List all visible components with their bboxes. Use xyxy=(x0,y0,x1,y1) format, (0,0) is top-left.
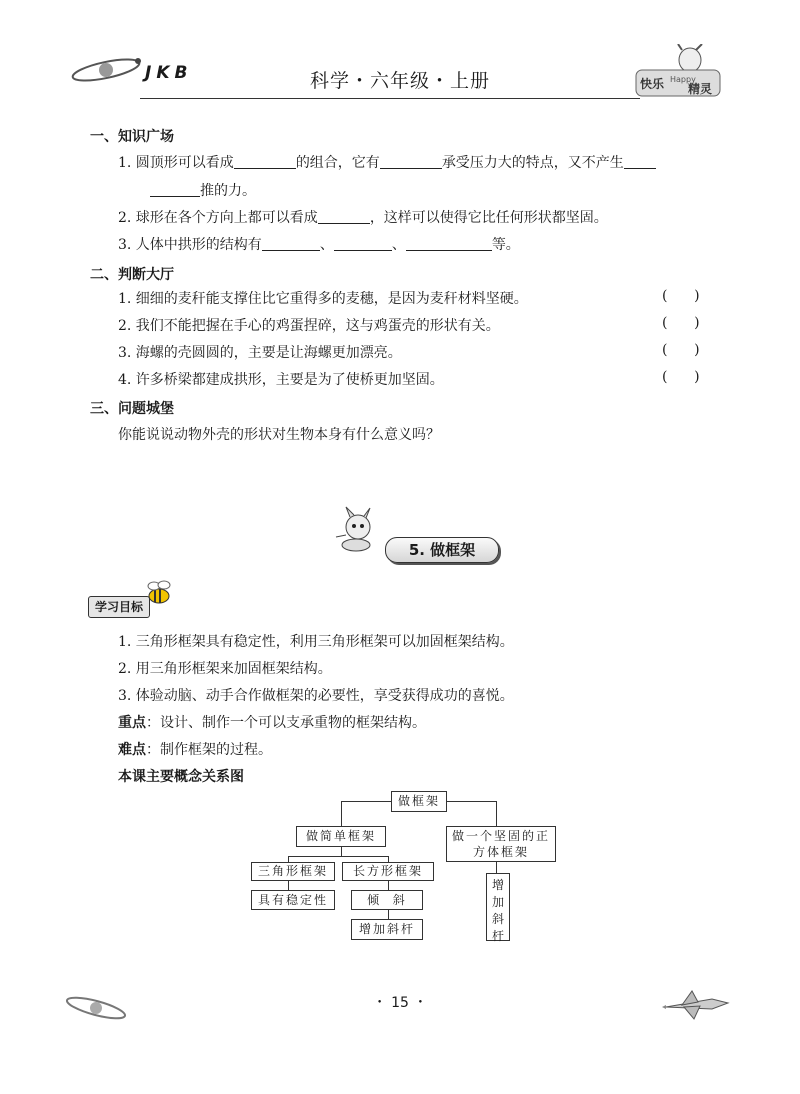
q2-text-b: ，这样可以使得它比任何形状都坚固。 xyxy=(369,210,608,226)
key-point xyxy=(118,712,426,732)
node-stable: 具有稳定性 xyxy=(251,890,335,910)
connector xyxy=(341,801,342,826)
q1-text-c: 承受压力大的特点，又不产生 xyxy=(441,155,624,171)
difficult-point-label: 难点 xyxy=(118,742,146,758)
header-divider xyxy=(140,98,640,99)
node-triangle-frame: 三角形框架 xyxy=(251,862,335,881)
section-question-heading: 三、问题城堡 xyxy=(90,401,174,417)
answer-blank[interactable] xyxy=(624,154,656,169)
connector xyxy=(288,880,289,890)
page-number: ・ 15 ・ xyxy=(372,995,428,1011)
concept-map-title: 本课主要概念关系图 xyxy=(118,769,244,785)
planet-ring-footer-icon xyxy=(62,990,132,1026)
section-judge-heading: 二、判断大厅 xyxy=(90,267,174,283)
key-point-text: ：设计、制作一个可以支承重物的框架结构。 xyxy=(146,715,426,731)
brand-text: JKB xyxy=(145,63,193,83)
connector xyxy=(288,856,388,857)
node-add-rod-vertical: 增加斜杆 xyxy=(486,873,510,941)
goal-item-1: 1. 三角形框架具有稳定性，利用三角形框架可以加固框架结构。 xyxy=(118,634,514,650)
learning-goals-tag: 学习目标 xyxy=(88,596,150,618)
judge-answer-1[interactable]: ( ) xyxy=(662,288,700,304)
connector xyxy=(496,860,497,874)
node-make-frame: 做框架 xyxy=(391,791,447,812)
node-cube-frame: 做一个坚固的正方体框架 xyxy=(446,826,556,862)
answer-blank[interactable] xyxy=(406,236,492,251)
answer-blank[interactable] xyxy=(334,236,392,251)
node-simple-frame: 做简单框架 xyxy=(296,826,386,847)
svg-text:精灵: 精灵 xyxy=(688,82,713,96)
answer-blank[interactable] xyxy=(234,154,296,169)
connector xyxy=(496,801,497,826)
q3-text-end: 等。 xyxy=(491,237,520,253)
difficult-point-text: ：制作框架的过程。 xyxy=(146,742,272,758)
q3-sep: 、 xyxy=(391,237,406,253)
answer-blank[interactable] xyxy=(150,182,200,197)
connector xyxy=(341,846,342,856)
judge-answer-3[interactable]: ( ) xyxy=(662,342,700,358)
node-tilt: 倾 斜 xyxy=(351,890,423,910)
page-header-title: 科学・六年级・上册 xyxy=(309,70,490,92)
question-2 xyxy=(118,207,608,227)
space-shuttle-icon xyxy=(662,985,734,1025)
judge-item-1: 1. 细细的麦秆能支撑住比它重得多的麦穗，是因为麦秆材料坚硬。 xyxy=(118,291,528,307)
goal-item-3: 3. 体验动脑、动手合作做框架的必要性，享受获得成功的喜悦。 xyxy=(118,688,514,704)
section-knowledge-heading: 一、知识广场 xyxy=(90,129,174,145)
svg-text:Happy: Happy xyxy=(670,75,696,84)
open-question: 你能说说动物外壳的形状对生物本身有什么意义吗？ xyxy=(118,427,440,443)
mascot-icon xyxy=(332,505,382,553)
difficult-point xyxy=(118,739,272,759)
answer-blank[interactable] xyxy=(318,209,370,224)
judge-item-4: 4. 许多桥梁都建成拱形，主要是为了使桥更加坚固。 xyxy=(118,372,444,388)
q2-text-a: 2. 球形在各个方向上都可以看成 xyxy=(118,210,318,226)
q1-text-a: 1. 圆顶形可以看成 xyxy=(118,155,234,171)
q3-sep: 、 xyxy=(319,237,334,253)
node-rectangle-frame: 长方形框架 xyxy=(342,862,434,881)
answer-blank[interactable] xyxy=(262,236,320,251)
connector xyxy=(388,880,389,890)
judge-answer-4[interactable]: ( ) xyxy=(662,369,700,385)
judge-item-3: 3. 海螺的壳圆圆的，主要是让海螺更加漂亮。 xyxy=(118,345,402,361)
question-1-line-1 xyxy=(118,152,656,172)
q3-text-a: 3. 人体中拱形的结构有 xyxy=(118,237,262,253)
judge-answer-2[interactable]: ( ) xyxy=(662,315,700,331)
question-3 xyxy=(118,234,520,254)
answer-blank[interactable] xyxy=(380,154,442,169)
happy-creation-logo xyxy=(630,44,725,102)
node-add-rod: 增加斜杆 xyxy=(351,919,423,940)
key-point-label: 重点 xyxy=(118,715,146,731)
judge-item-2: 2. 我们不能把握在手心的鸡蛋捏碎，这与鸡蛋壳的形状有关。 xyxy=(118,318,500,334)
connector xyxy=(388,909,389,919)
q1-text-d: 推的力。 xyxy=(200,183,256,199)
q1-text-b: 的组合，它有 xyxy=(295,155,380,171)
lesson-title: 5. 做框架 xyxy=(385,537,499,563)
goal-item-2: 2. 用三角形框架来加固框架结构。 xyxy=(118,661,332,677)
svg-text:快乐: 快乐 xyxy=(640,77,665,91)
question-1-line-2 xyxy=(150,180,256,200)
